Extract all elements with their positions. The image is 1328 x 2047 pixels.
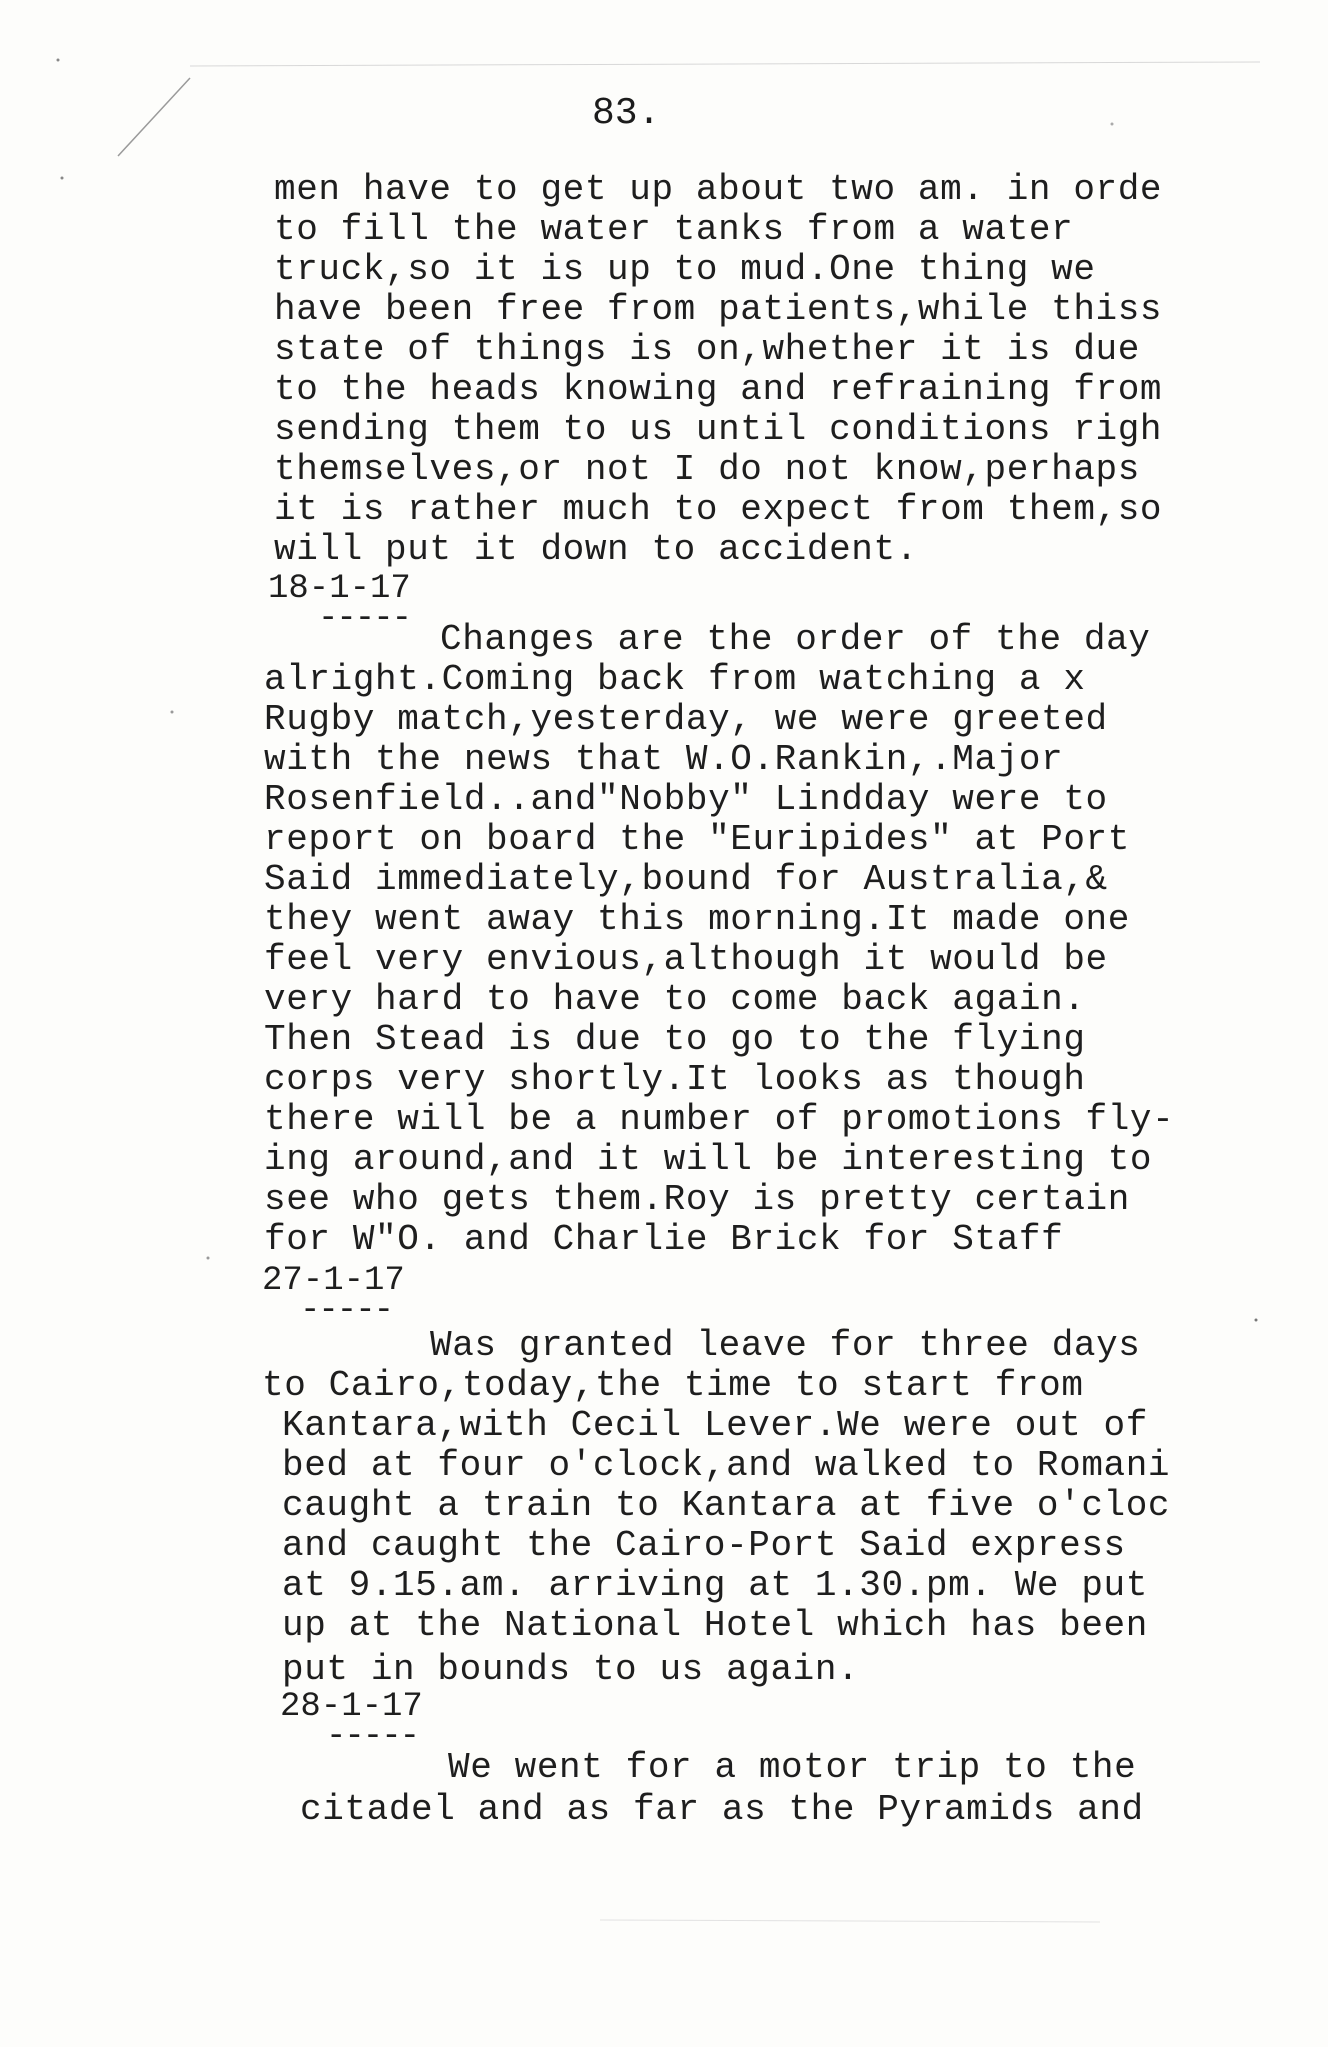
text-line: with the news that W.O.Rankin,.Major <box>264 739 1064 780</box>
text-line: themselves,or not I do not know,perhaps <box>274 449 1140 490</box>
text-line: Was granted leave for three days <box>430 1325 1141 1366</box>
text-line: Then Stead is due to go to the flying <box>264 1019 1086 1060</box>
date-underline: ----- <box>326 1718 419 1756</box>
text-line: it is rather much to expect from them,so <box>274 489 1163 530</box>
date-underline: ----- <box>300 1292 393 1330</box>
scan-speck <box>57 59 60 62</box>
text-line: Said immediately,bound for Australia,& <box>264 859 1108 900</box>
text-line: have been free from patients,while thiss <box>274 289 1163 330</box>
text-line: they went away this morning.It made one <box>264 899 1130 940</box>
text-line: citadel and as far as the Pyramids and <box>300 1789 1144 1830</box>
text-line: Changes are the order of the day <box>440 619 1151 660</box>
entry-date: 28-1-17 <box>280 1688 423 1726</box>
text-line: see who gets them.Roy is pretty certain <box>264 1179 1130 1220</box>
text-line: feel very envious,although it would be <box>264 939 1108 980</box>
text-line: to fill the water tanks from a water <box>274 209 1074 250</box>
scan-speck <box>171 711 174 714</box>
text-line: report on board the "Euripides" at Port <box>264 819 1130 860</box>
text-line: to Cairo,today,the time to start from <box>262 1365 1084 1406</box>
text-line: We went for a motor trip to the <box>448 1747 1137 1788</box>
scan-speck <box>61 177 64 180</box>
text-line: ing around,and it will be interesting to <box>264 1139 1153 1180</box>
text-line: caught a train to Kantara at five o'cloc <box>282 1485 1171 1526</box>
date-underline: ----- <box>318 600 411 638</box>
text-line: bed at four o'clock,and walked to Romani <box>282 1445 1171 1486</box>
scan-speck <box>207 1257 210 1260</box>
text-line: very hard to have to come back again. <box>264 979 1086 1020</box>
scan-scratch <box>118 78 190 156</box>
text-line: corps very shortly.It looks as though <box>264 1059 1086 1100</box>
scan-speck <box>1255 1319 1258 1322</box>
text-line: truck,so it is up to mud.One thing we <box>274 249 1096 290</box>
text-line: and caught the Cairo-Port Said express <box>282 1525 1126 1566</box>
text-line: at 9.15.am. arriving at 1.30.pm. We put <box>282 1565 1148 1606</box>
text-line: up at the National Hotel which has been <box>282 1605 1148 1646</box>
scan-speck <box>1111 123 1114 126</box>
text-line: there will be a number of promotions fly- <box>264 1099 1175 1140</box>
text-line: to the heads knowing and refraining from <box>274 369 1163 410</box>
text-line: men have to get up about two am. in orde <box>274 169 1163 210</box>
text-line: will put it down to accident. <box>274 529 918 570</box>
scan-edge-line <box>190 62 1260 66</box>
text-line: Kantara,with Cecil Lever.We were out of <box>282 1405 1148 1446</box>
text-line: Rugby match,yesterday, we were greeted <box>264 699 1108 740</box>
entry-date: 27-1-17 <box>262 1262 405 1300</box>
page-number: 83. <box>592 92 661 135</box>
scan-edge-line <box>600 1920 1100 1922</box>
text-line: for W"O. and Charlie Brick for Staff <box>264 1219 1064 1260</box>
text-line: put in bounds to us again. <box>282 1649 860 1690</box>
text-line: state of things is on,whether it is due <box>274 329 1140 370</box>
text-line: Rosenfield..and"Nobby" Lindday were to <box>264 779 1108 820</box>
text-line: alright.Coming back from watching a x <box>264 659 1086 700</box>
entry-date: 18-1-17 <box>268 570 411 608</box>
text-line: sending them to us until conditions righ <box>274 409 1163 450</box>
